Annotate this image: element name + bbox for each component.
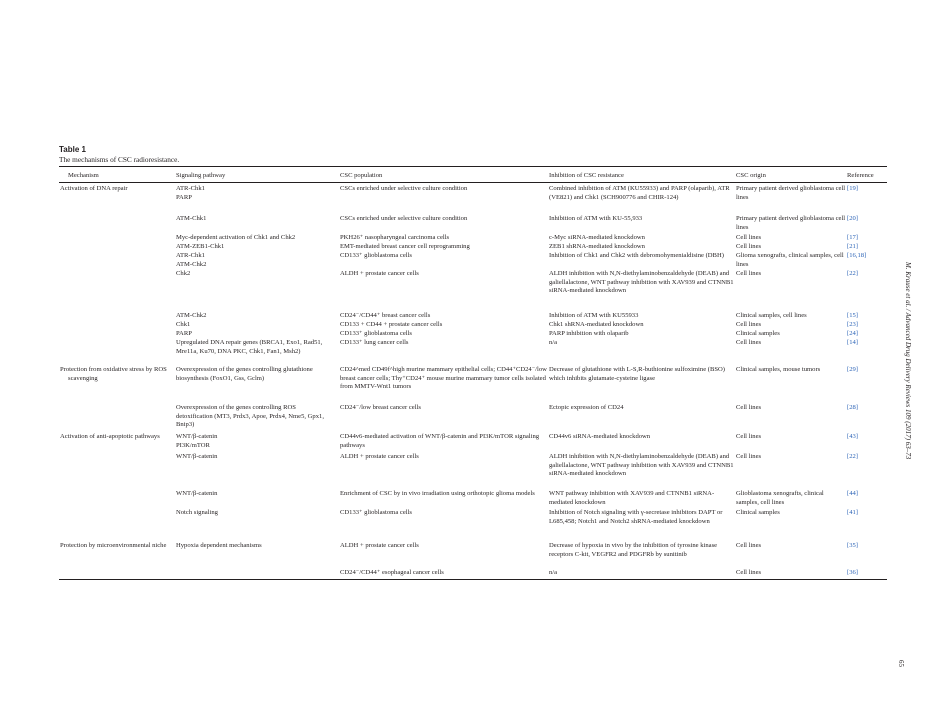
cell-population: CD24^med CD49f^high murine mammary epithelial cells; CD44⁺CD24⁻/low breast cancer cells; Thy⁺CD24⁺ mouse murine mammary tumor cells isolated from MMTV-Wnt1 tumors <box>340 366 547 391</box>
cell-signaling: Myc-dependent activation of Chk1 and Chk2 <box>176 234 296 241</box>
cell-origin: Cell lines <box>736 339 762 346</box>
cell-reference[interactable] <box>847 270 885 279</box>
header-inhibition: Inhibition of CSC resistance <box>549 172 624 179</box>
cell-reference[interactable] <box>847 542 885 551</box>
cell-origin: Cell lines <box>736 234 762 241</box>
cell-origin: Cell lines <box>736 542 762 549</box>
reference-link[interactable]: [14] <box>847 339 858 346</box>
header-signaling: Signaling pathway <box>176 172 226 179</box>
reference-link[interactable]: [29] <box>847 366 858 373</box>
cell-origin: Cell lines <box>736 433 762 440</box>
cell-inhibition: ALDH inhibition with N,N-diethylaminobenzaldehyde (DEAB) and galiellalactone, WNT pathway inhibition with XAV939 and CTNNB1 siRNA-mediated knockdown <box>549 270 734 295</box>
table-caption: The mechanisms of CSC radioresistance. <box>59 155 180 164</box>
cell-reference[interactable] <box>847 569 885 578</box>
cell-population: ALDH + prostate cancer cells <box>340 542 419 549</box>
cell-origin: Cell lines <box>736 453 762 460</box>
cell-signaling: Chk1 <box>176 321 191 328</box>
cell-signaling: ATR-Chk1 PARP <box>176 185 205 201</box>
cell-inhibition: Ectopic expression of CD24 <box>549 404 624 411</box>
cell-population: ALDH + prostate cancer cells <box>340 453 419 460</box>
cell-origin: Cell lines <box>736 404 762 411</box>
cell-inhibition: Chk1 shRNA-mediated knockdown <box>549 321 644 328</box>
cell-population: CD133⁺ glioblastoma cells <box>340 252 412 259</box>
cell-signaling: PARP <box>176 330 192 337</box>
cell-inhibition: WNT pathway inhibition with XAV939 and CTNNB1 siRNA-mediated knockdown <box>549 490 715 506</box>
cell-origin: Cell lines <box>736 321 762 328</box>
cell-signaling: WNT/β-catenin <box>176 490 218 497</box>
cell-population: CD24⁻/CD44⁺ esophageal cancer cells <box>340 569 444 576</box>
cell-population: ALDH + prostate cancer cells <box>340 270 419 277</box>
cell-inhibition: Decrease of glutathione with L-S,R-buthionine sulfoximine (BSO) which inhibits glutamate-cysteine ligase <box>549 366 725 382</box>
cell-signaling: Notch signaling <box>176 509 218 516</box>
reference-link[interactable]: [28] <box>847 404 858 411</box>
cell-signaling: Chk2 <box>176 270 191 277</box>
cell-inhibition: ZEB1 shRNA-mediated knockdown <box>549 243 645 250</box>
reference-link[interactable]: [41] <box>847 509 858 516</box>
cell-origin: Clinical samples, cell lines <box>736 312 807 319</box>
cell-population: CSCs enriched under selective culture condition <box>340 215 468 222</box>
cell-signaling: Upregulated DNA repair genes (BRCA1, Exo1, Rad51, Mre11a, Ku70, DNA PKC, Chk1, Fan1, Msh2) <box>176 339 323 355</box>
cell-signaling: ATM-Chk2 <box>176 312 207 319</box>
cell-reference[interactable] <box>847 330 885 339</box>
cell-origin: Clinical samples <box>736 509 780 516</box>
cell-population: CD133⁺ glioblastoma cells <box>340 509 412 516</box>
cell-inhibition: Decrease of hypoxia in vivo by the inhibition of tyrosine kinase receptors C-kit, VEGFR2 and PDGFRb by sunitinib <box>549 542 718 558</box>
reference-link[interactable]: [15] <box>847 312 858 319</box>
cell-inhibition: ALDH inhibition with N,N-diethylaminobenzaldehyde (DEAB) and galiellalactone, WNT pathway inhibition with XAV939 and CTNNB1 siRNA-mediated knockdown <box>549 453 734 478</box>
reference-link[interactable]: [22] <box>847 270 858 277</box>
reference-link[interactable]: [35] <box>847 542 858 549</box>
cell-reference[interactable] <box>847 339 885 348</box>
table-top-rule <box>59 166 887 167</box>
cell-population: Enrichment of CSC by in vivo irradiation using orthotopic glioma models <box>340 490 535 497</box>
reference-link[interactable]: [43] <box>847 433 858 440</box>
reference-link[interactable]: [22] <box>847 453 858 460</box>
reference-link[interactable]: [21] <box>847 243 858 250</box>
reference-link[interactable]: [24] <box>847 330 858 337</box>
reference-link[interactable]: [23] <box>847 321 858 328</box>
cell-origin: Clinical samples <box>736 330 780 337</box>
header-origin: CSC origin <box>736 172 766 179</box>
cell-reference[interactable] <box>847 234 885 243</box>
reference-link[interactable]: [16,18] <box>847 252 867 259</box>
cell-inhibition: c-Myc siRNA-mediated knockdown <box>549 234 645 241</box>
header-reference: Reference <box>847 172 874 179</box>
journal-citation-text: M. Krause et al. / Advanced Drug Delivery Reviews 109 (2017) 63–73 <box>904 262 912 460</box>
cell-inhibition: Inhibition of Chk1 and Chk2 with debromohymenialdisine (DBH) <box>549 252 724 259</box>
cell-population: CD133 + CD44 + prostate cancer cells <box>340 321 443 328</box>
journal-citation <box>902 262 914 524</box>
cell-inhibition: Combined inhibition of ATM (KU55933) and PARP (olaparib), ATR (VE821) and Chk1 (SCH900776 and CHIR-124) <box>549 185 730 201</box>
cell-origin: Cell lines <box>736 569 762 576</box>
cell-origin: Glioblastoma xenografts, clinical samples, cell lines <box>736 490 824 506</box>
cell-population: CSCs enriched under selective culture condition <box>340 185 468 192</box>
reference-link[interactable]: [36] <box>847 569 858 576</box>
cell-reference[interactable] <box>847 404 885 413</box>
cell-reference[interactable] <box>847 321 885 330</box>
table-header-rule <box>59 182 887 183</box>
cell-mechanism: Protection from oxidative stress by ROS scavenging <box>60 366 167 382</box>
cell-reference[interactable] <box>847 252 885 261</box>
cell-mechanism: Protection by microenvironmental niche <box>60 542 167 549</box>
cell-origin: Primary patient derived glioblastoma cell lines <box>736 215 846 231</box>
header-population: CSC population <box>340 172 383 179</box>
cell-signaling: ATM-Chk1 <box>176 215 207 222</box>
cell-reference[interactable] <box>847 366 885 375</box>
cell-inhibition: Inhibition of Notch signaling with γ-secretase inhibitors DAPT or L685,458; Notch1 and Notch2 shRNA-mediated knockdown <box>549 509 723 525</box>
cell-inhibition: CD44v6 siRNA-mediated knockdown <box>549 433 651 440</box>
table-label: Table 1 <box>59 145 86 154</box>
cell-reference[interactable] <box>847 453 885 462</box>
cell-population: CD44v6-mediated activation of WNT/β-catenin and PI3K/mTOR signaling pathways <box>340 433 540 449</box>
cell-reference[interactable] <box>847 490 885 499</box>
cell-population: CD133⁺ lung cancer cells <box>340 339 409 346</box>
cell-reference[interactable] <box>847 243 885 252</box>
cell-population: CD133⁺ glioblastoma cells <box>340 330 412 337</box>
cell-signaling: ATM-ZEB1-Chk1 <box>176 243 225 250</box>
cell-signaling: Overexpression of the genes controlling glutathione biosynthesis (FoxO1, Gss, Gclm) <box>176 366 313 382</box>
cell-reference[interactable] <box>847 215 885 224</box>
cell-population: PKH26⁺ nasopharyngeal carcinoma cells <box>340 234 450 241</box>
cell-signaling: Overexpression of the genes controlling ROS detoxification (MT3, Prdx3, Apoe, Prdx4, Nme5, Gpx1, Bnip3) <box>176 404 324 429</box>
cell-inhibition: n/a <box>549 339 558 346</box>
cell-signaling: Hypoxia dependent mechanisms <box>176 542 262 549</box>
cell-population: CD24⁻/CD44⁺ breast cancer cells <box>340 312 431 319</box>
reference-link[interactable]: [19] <box>847 185 858 192</box>
cell-reference[interactable] <box>847 509 885 518</box>
cell-origin: Cell lines <box>736 270 762 277</box>
cell-inhibition: PARP inhibition with olaparib <box>549 330 629 337</box>
header-mechanism: Mechanism <box>68 172 99 179</box>
cell-inhibition: Inhibition of ATM with KU55933 <box>549 312 639 319</box>
cell-population: CD24⁻/low breast cancer cells <box>340 404 421 411</box>
cell-mechanism: Activation of DNA repair <box>60 185 128 192</box>
cell-origin: Glioma xenografts, clinical samples, cell lines <box>736 252 844 268</box>
cell-reference[interactable] <box>847 312 885 321</box>
page-number <box>897 660 907 678</box>
reference-link[interactable]: [20] <box>847 215 858 222</box>
cell-origin: Cell lines <box>736 243 762 250</box>
cell-reference[interactable] <box>847 185 885 194</box>
cell-origin: Primary patient derived glioblastoma cell lines <box>736 185 846 201</box>
cell-origin: Clinical samples, mouse tumors <box>736 366 821 373</box>
reference-link[interactable]: [17] <box>847 234 858 241</box>
cell-signaling: WNT/β-catenin PI3K/mTOR <box>176 433 218 449</box>
cell-signaling: WNT/β-catenin <box>176 453 218 460</box>
page-number-text: 65 <box>897 660 905 667</box>
reference-link[interactable]: [44] <box>847 490 858 497</box>
cell-mechanism: Activation of anti-apoptotic pathways <box>60 433 160 440</box>
cell-reference[interactable] <box>847 433 885 442</box>
cell-inhibition: n/a <box>549 569 558 576</box>
cell-population: EMT-mediated breast cancer cell reprogramming <box>340 243 470 250</box>
table-bottom-rule <box>59 579 887 580</box>
cell-signaling: ATR-Chk1 ATM-Chk2 <box>176 252 207 268</box>
cell-inhibition: Inhibition of ATM with KU-55,933 <box>549 215 643 222</box>
